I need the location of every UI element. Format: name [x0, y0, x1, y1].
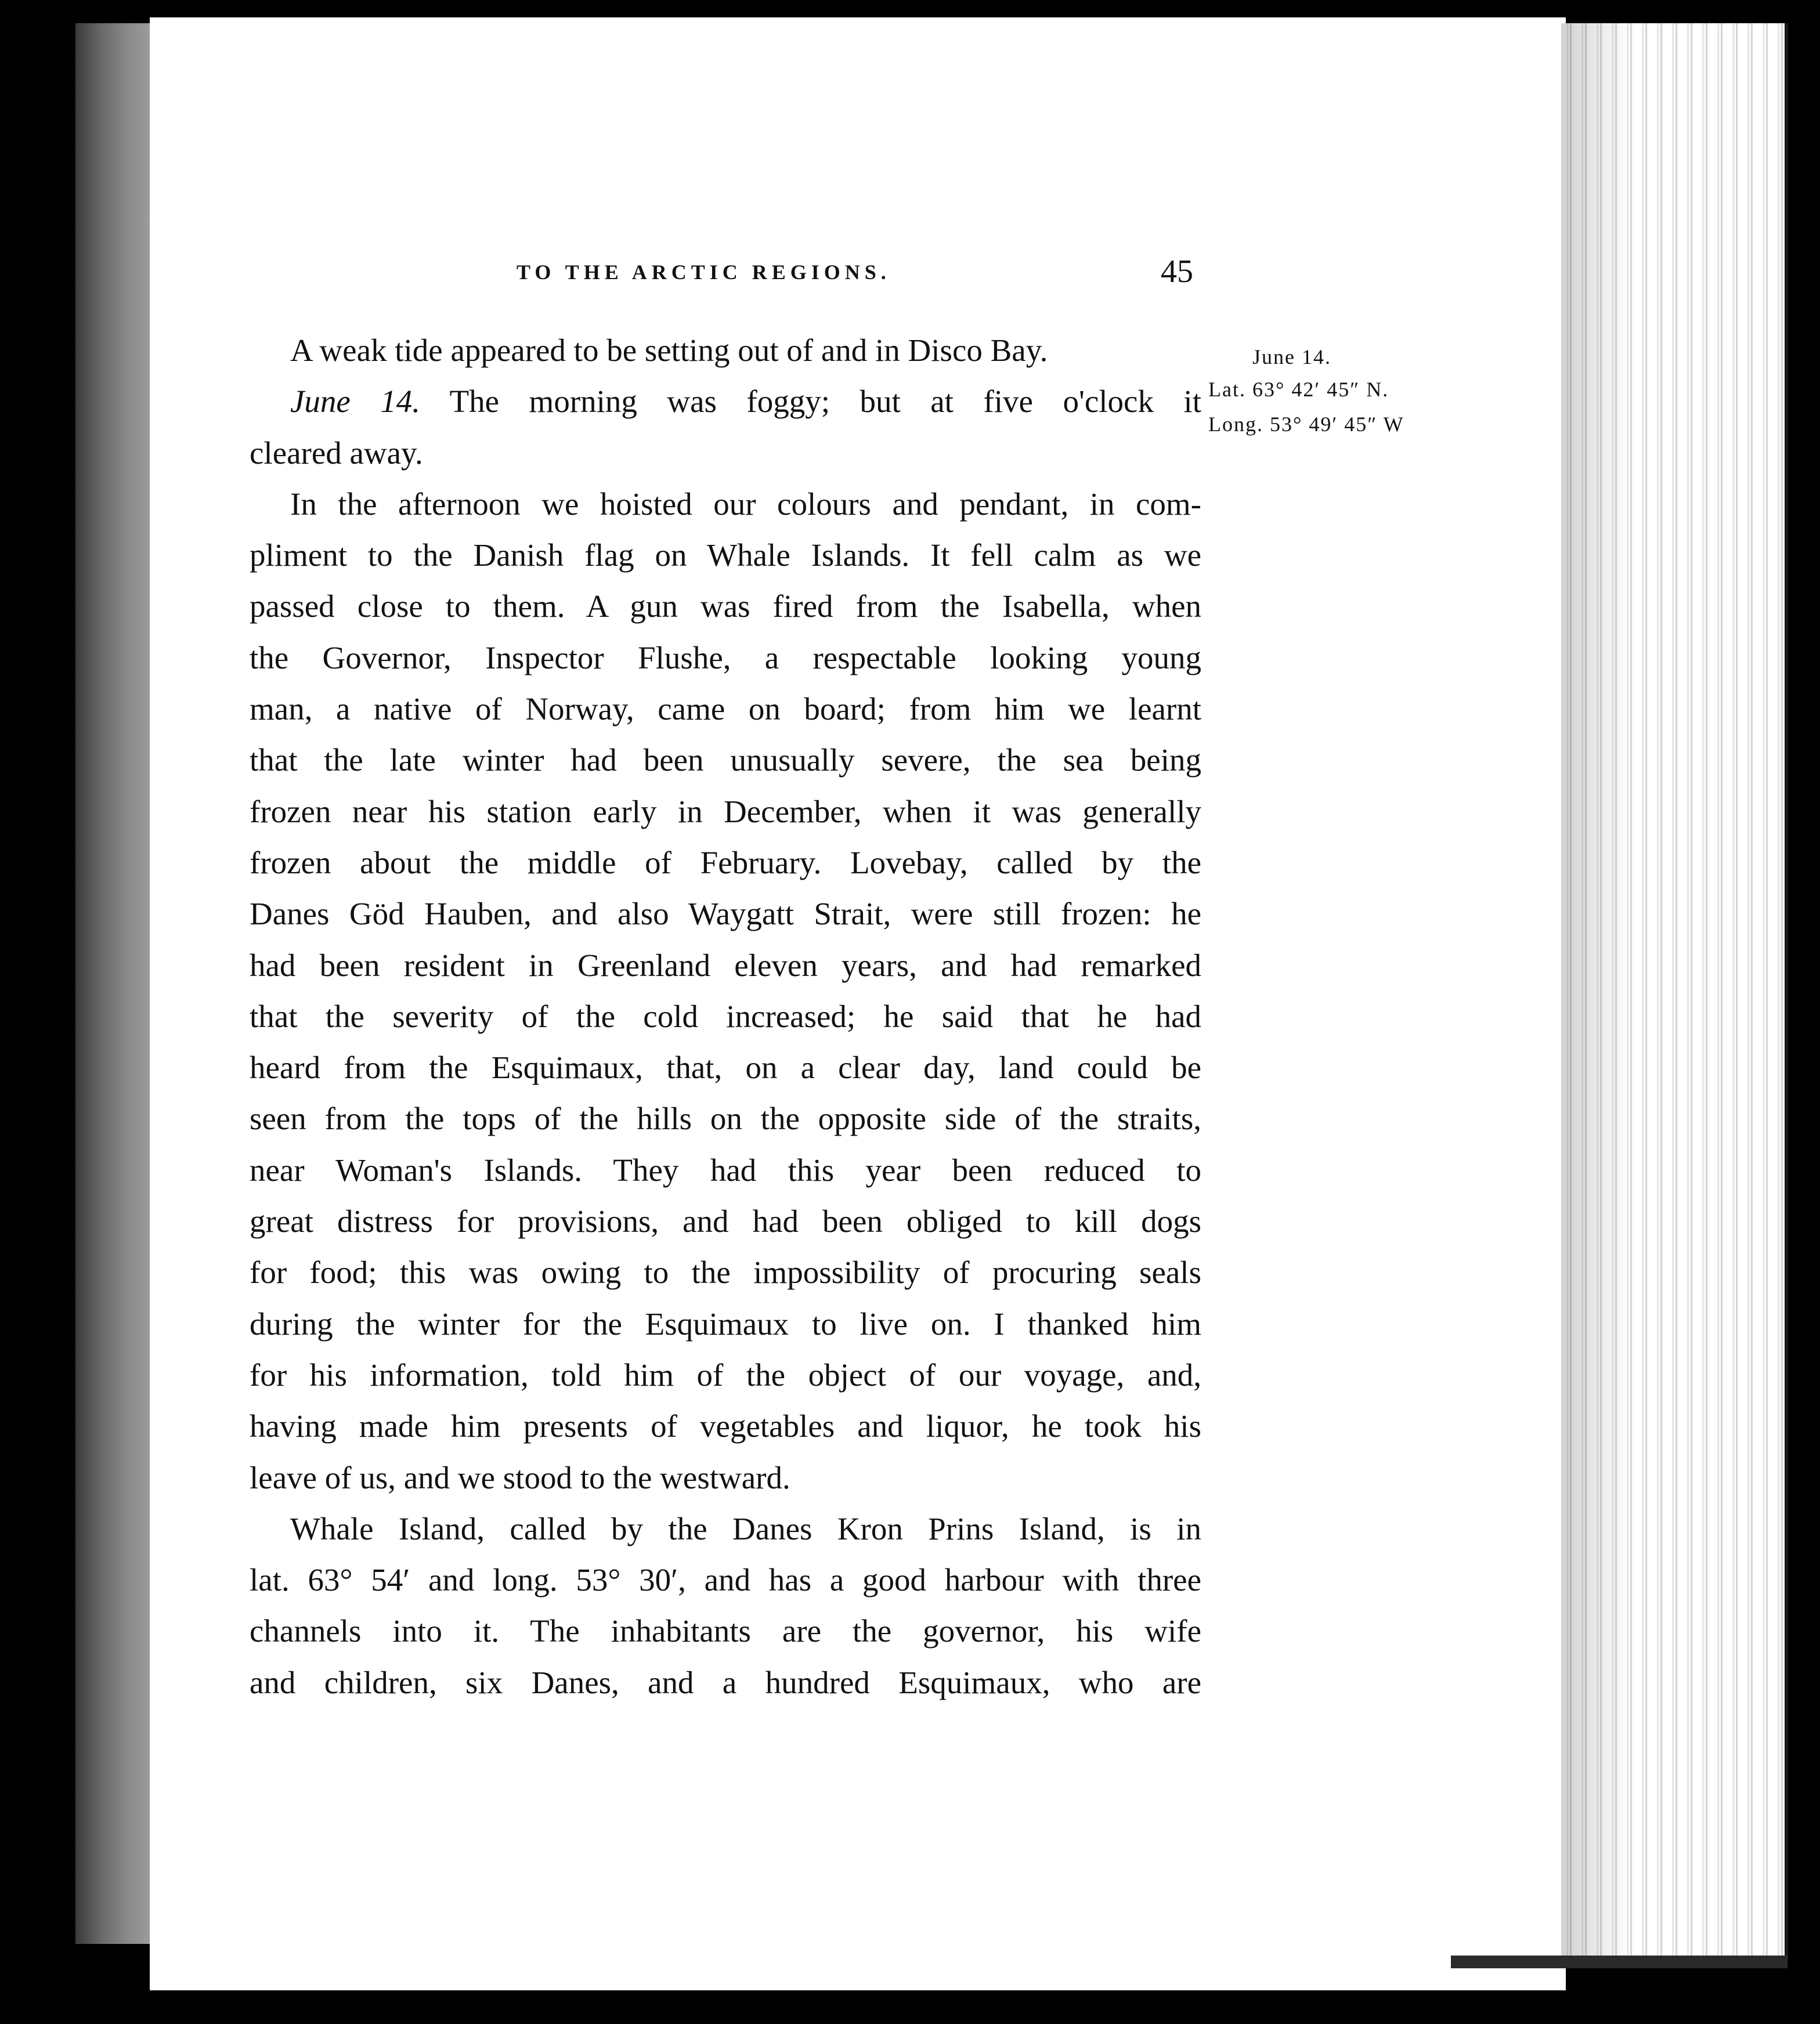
text-line: that the late winter had been unusually severe, the sea being	[250, 742, 1201, 778]
text-line: A weak tide appeared to be setting out of and in Disco Bay.	[290, 332, 1048, 368]
margin-note-longitude: Long. 53° 49′ 45″ W	[1208, 413, 1404, 436]
text-line: and children, six Danes, and a hundred Esquimaux, who are	[250, 1664, 1201, 1700]
text-line: having made him presents of vegetables and liquor, he took his	[250, 1408, 1201, 1444]
text-line: leave of us, and we stood to the westward.	[250, 1459, 790, 1495]
book-bottom-edge	[1451, 1956, 1788, 1968]
text-line: lat. 63° 54′ and long. 53° 30′, and has a good harbour with three	[250, 1562, 1201, 1598]
text-line: cleared away.	[250, 435, 423, 471]
text-line: channels into it. The inhabitants are the governor, his wife	[250, 1613, 1201, 1649]
margin-note-latitude: Lat. 63° 42′ 45″ N.	[1208, 378, 1389, 401]
text-line: frozen about the middle of February. Lovebay, called by the	[250, 844, 1201, 880]
body-text	[250, 325, 1201, 1708]
text-line: for his information, told him of the object of our voyage, and,	[250, 1357, 1201, 1393]
text-line: In the afternoon we hoisted our colours and pendant, in com-	[290, 486, 1201, 522]
text-line: heard from the Esquimaux, that, on a clear day, land could be	[250, 1050, 1201, 1086]
page-number: 45	[1161, 254, 1193, 290]
text-line: man, a native of Norway, came on board; from him we learnt	[250, 691, 1201, 727]
page-edges-shade	[1561, 23, 1631, 1961]
text-line: had been resident in Greenland eleven years, and had remarked	[250, 947, 1201, 983]
text-line: seen from the tops of the hills on the opposite side of the straits,	[250, 1101, 1201, 1137]
text-line: Whale Island, called by the Danes Kron Prins Island, is in	[290, 1510, 1201, 1546]
text-line: great distress for provisions, and had been obliged to kill dogs	[250, 1203, 1201, 1239]
text-line: the Governor, Inspector Flushe, a respectable looking young	[250, 639, 1201, 675]
text-line	[250, 376, 1201, 427]
margin-note-date: June 14.	[1252, 345, 1331, 368]
text-line: near Woman's Islands. They had this year been reduced to	[250, 1152, 1201, 1188]
text-line: during the winter for the Esquimaux to live on. I thanked him	[250, 1306, 1201, 1342]
text-line: for food; this was owing to the impossibility of procuring seals	[250, 1255, 1201, 1291]
text-line: frozen near his station early in December, when it was generally	[250, 793, 1201, 829]
text-line: passed close to them. A gun was fired from the Isabella, when	[250, 588, 1201, 624]
running-head: TO THE ARCTIC REGIONS.	[517, 261, 891, 284]
text-line: that the severity of the cold increased; he said that he had	[250, 998, 1201, 1034]
page-gutter-shadow	[75, 23, 151, 1944]
text-line-continuation: The morning was foggy; but at five o'clock it	[449, 384, 1201, 420]
text-line: Danes Göd Hauben, and also Waygatt Strait, were still frozen: he	[250, 896, 1201, 932]
text-line: pliment to the Danish flag on Whale Islands. It fell calm as we	[250, 537, 1201, 573]
italic-date: June 14.	[290, 384, 421, 420]
